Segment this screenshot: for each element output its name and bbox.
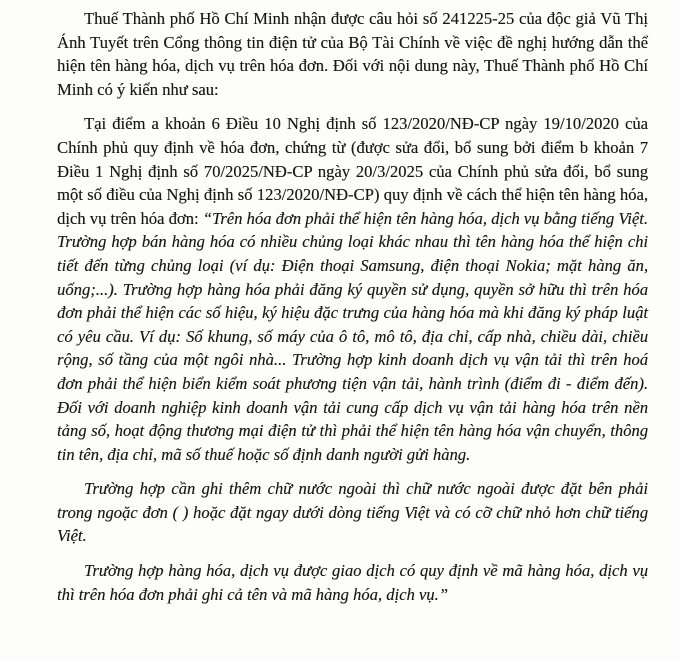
paragraph-legal-basis (57, 112, 648, 466)
intro-text: Thuế Thành phố Hồ Chí Minh nhận được câu hỏi số 241225-25 của độc giả Vũ Thị Ánh Tuyết trên Cổng thông tin điện tử của Bộ Tài Chính về việc đề nghị hướng dẫn thể hiện tên hàng hóa, dịch vụ trên hóa đơn. Đối với nội dung này, Thuế Thành phố Hồ Chí Minh có ý kiến như sau: (57, 9, 648, 99)
quoted-regulation-text: “Trên hóa đơn phải thể hiện tên hàng hóa, dịch vụ bằng tiếng Việt. Trường hợp bán hàng hóa có nhiều chủng loại khác nhau thì tên hàng hóa thể hiện chi tiết đến từng chủng loại (ví dụ: Điện thoại Samsung, điện thoại Nokia; mặt hàng ăn, uống;...). Trường hợp hàng hóa phải đăng ký quyền sử dụng, quyền sở hữu thì trên hóa đơn phải thể hiện các số hiệu, ký hiệu đặc trưng của hàng hóa mà khi đăng ký pháp luật có yêu cầu. Ví dụ: Số khung, số máy của ô tô, mô tô, địa chỉ, cấp nhà, chiều dài, chiều rộng, số tầng của một ngôi nhà... Trường hợp kinh doanh dịch vụ vận tải thì trên hoá đơn phải thể hiện biển kiểm soát phương tiện vận tải, hành trình (điểm đi - điểm đến). Đối với doanh nghiệp kinh doanh vận tải cung cấp dịch vụ vận tải hàng hóa trên nền tảng số, hoạt động thương mại điện tử thì phải thể hiện tên hàng hóa vận chuyển, thông tin tên, địa chỉ, mã số thuế hoặc số định danh người gửi hàng. (57, 208, 648, 464)
paragraph-goods-code-rule (57, 559, 648, 606)
goods-code-rule-text: Trường hợp hàng hóa, dịch vụ được giao dịch có quy định về mã hàng hóa, dịch vụ thì trên hóa đơn phải ghi cả tên và mã hàng hóa, dịch vụ.” (57, 561, 648, 604)
foreign-text-rule-text: Trường hợp cần ghi thêm chữ nước ngoài thì chữ nước ngoài được đặt bên phải trong ngoặc đơn ( ) hoặc đặt ngay dưới dòng tiếng Việt và có cỡ chữ nhỏ hơn chữ tiếng Việt. (57, 479, 648, 546)
paragraph-intro (57, 7, 648, 101)
legal-basis-text: Tại điểm a khoản 6 Điều 10 Nghị định số 123/2020/NĐ-CP ngày 19/10/2020 của Chính phủ quy định về hóa đơn, chứng từ (được sửa đổi, bổ sung bởi điểm b khoản 7 Điều 1 Nghị định số 70/2025/NĐ-CP ngày 20/3/2025 của Chính phủ sửa đổi, bổ sung một số điều của Nghị định số 123/2020/NĐ-CP) quy định về cách thể hiện tên hàng hóa, dịch vụ trên hóa đơn: (57, 114, 648, 228)
paragraph-foreign-text-rule (57, 477, 648, 548)
